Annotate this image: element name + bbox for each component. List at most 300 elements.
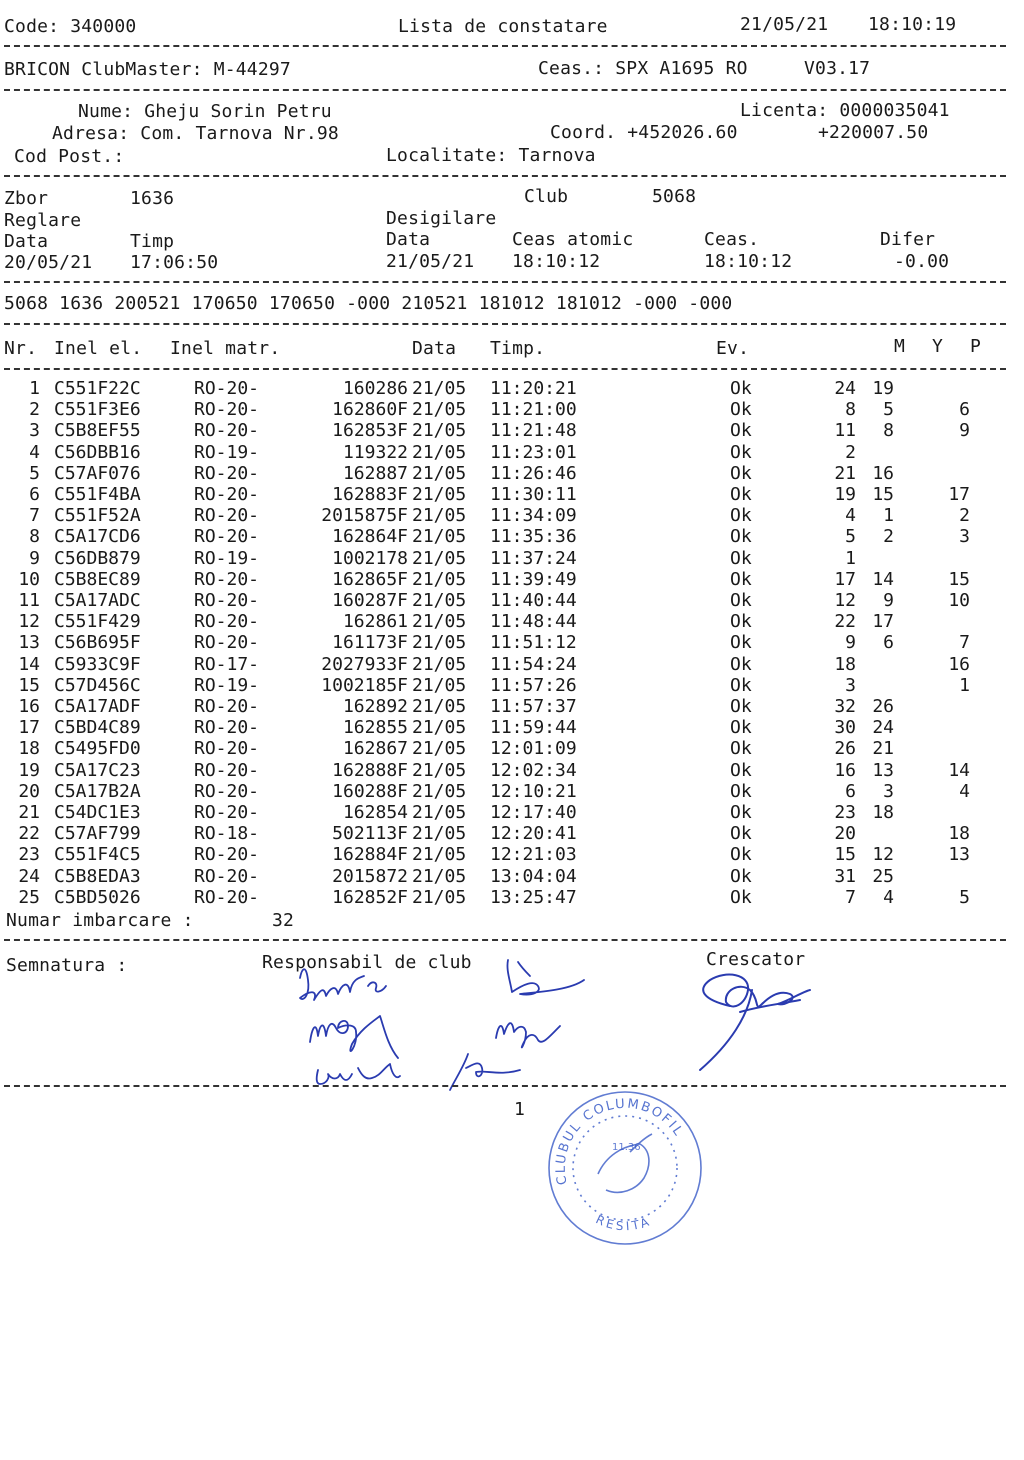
rank-y: 26 <box>872 696 894 717</box>
ring-prefix: RO-20- <box>194 462 260 484</box>
electronic-ring: C57AF076 <box>54 462 141 484</box>
rank-y: 3 <box>883 780 894 802</box>
flight-label: Zbor <box>4 188 49 209</box>
rank-m: 19 <box>834 484 856 505</box>
row-number: 3 <box>29 420 40 442</box>
rank-m: 6 <box>845 780 856 802</box>
ring-prefix: RO-20- <box>194 568 260 590</box>
rank-p: 7 <box>959 632 970 654</box>
ring-number: 162861 <box>342 611 408 633</box>
reglare-label: Reglare <box>4 210 82 231</box>
clock-label: Ceas. <box>704 229 760 250</box>
ring-prefix: RO-20- <box>194 611 260 633</box>
arrival-time: 11:34:09 <box>490 505 577 527</box>
ring-prefix: RO-20- <box>194 738 260 760</box>
difference-label: Difer <box>880 229 936 250</box>
arrival-date: 21/05 <box>412 505 467 527</box>
ring-prefix: RO-20- <box>194 696 260 717</box>
row-number: 23 <box>18 844 40 866</box>
atomic-time: 18:10:12 <box>512 251 601 272</box>
col-m: M <box>894 336 906 357</box>
electronic-ring: C5A17C23 <box>54 759 141 781</box>
event-status: Ok <box>730 441 752 463</box>
embarkation-count: 32 <box>272 910 295 931</box>
ring-prefix: RO-20- <box>194 865 260 887</box>
event-status: Ok <box>730 823 752 845</box>
ring-number: 162852F <box>332 886 408 908</box>
arrival-time: 12:10:21 <box>490 780 577 802</box>
rank-y: 9 <box>883 590 894 611</box>
ring-prefix: RO-20- <box>194 590 260 611</box>
arrival-date: 21/05 <box>412 759 467 781</box>
electronic-ring: C5BD4C89 <box>54 717 141 739</box>
atomic-clock-label: Ceas atomic <box>512 229 634 250</box>
ring-number: 1002185F <box>321 674 408 696</box>
arrival-date: 21/05 <box>412 632 467 654</box>
row-number: 2 <box>29 399 40 421</box>
ring-number: 162860F <box>332 399 408 421</box>
electronic-ring: C5A17CD6 <box>54 526 141 548</box>
ring-number: 162867 <box>342 738 408 760</box>
arrival-date: 21/05 <box>412 590 467 611</box>
row-number: 9 <box>29 547 40 569</box>
signature-label: Semnatura : <box>6 955 128 976</box>
table-row <box>0 738 1024 759</box>
rank-m: 4 <box>845 505 856 527</box>
reglare-time: 17:06:50 <box>130 252 219 273</box>
table-row <box>0 463 1024 484</box>
arrival-time: 11:59:44 <box>490 717 577 739</box>
row-number: 22 <box>18 823 40 845</box>
rank-m: 16 <box>834 759 856 781</box>
electronic-ring: C5BD5026 <box>54 886 141 908</box>
arrival-time: 12:17:40 <box>490 802 577 823</box>
form-code: Code: 340000 <box>4 16 137 37</box>
event-status: Ok <box>730 590 752 611</box>
rank-m: 9 <box>845 632 856 654</box>
row-number: 10 <box>18 568 40 590</box>
electronic-ring: C551F3E6 <box>54 399 141 421</box>
divider <box>4 175 1006 177</box>
row-number: 8 <box>29 526 40 548</box>
row-number: 17 <box>18 717 40 739</box>
arrival-date: 21/05 <box>412 780 467 802</box>
electronic-ring: C5B8EDA3 <box>54 865 141 887</box>
arrival-date: 21/05 <box>412 696 467 717</box>
arrival-time: 11:37:24 <box>490 547 577 569</box>
club-stamp <box>540 1086 710 1246</box>
row-number: 20 <box>18 780 40 802</box>
rank-y: 25 <box>872 865 894 887</box>
stamp-text-bottom: RESITA <box>593 1212 654 1234</box>
arrival-time: 11:35:36 <box>490 526 577 548</box>
arrival-date: 21/05 <box>412 886 467 908</box>
table-row <box>0 654 1024 675</box>
row-number: 1 <box>29 378 40 399</box>
rank-p: 3 <box>959 526 970 548</box>
ring-number: 162853F <box>332 420 408 442</box>
event-status: Ok <box>730 484 752 505</box>
rank-m: 18 <box>834 653 856 675</box>
ring-prefix: RO-19- <box>194 441 260 463</box>
arrival-date: 21/05 <box>412 526 467 548</box>
table-row <box>0 611 1024 632</box>
owner-license: Licenta: 0000035041 <box>740 100 950 121</box>
rank-y: 21 <box>872 738 894 760</box>
rank-p: 17 <box>948 484 970 505</box>
event-status: Ok <box>730 547 752 569</box>
event-status: Ok <box>730 886 752 908</box>
event-status: Ok <box>730 611 752 633</box>
electronic-ring: C56B695F <box>54 632 141 654</box>
rank-m: 21 <box>834 462 856 484</box>
electronic-ring: C5B8EF55 <box>54 420 141 442</box>
row-number: 21 <box>18 802 40 823</box>
table-row <box>0 823 1024 844</box>
arrival-time: 11:39:49 <box>490 568 577 590</box>
electronic-ring: C5933C9F <box>54 653 141 675</box>
ring-number: 2015872 <box>332 865 408 887</box>
table-row <box>0 866 1024 887</box>
row-number: 24 <box>18 865 40 887</box>
electronic-ring: C5A17ADC <box>54 590 141 611</box>
arrival-time: 11:57:37 <box>490 696 577 717</box>
rank-m: 24 <box>834 378 856 399</box>
rank-p: 16 <box>948 653 970 675</box>
rank-m: 15 <box>834 844 856 866</box>
electronic-ring: C54DC1E3 <box>54 802 141 823</box>
rank-y: 19 <box>872 378 894 399</box>
electronic-ring: C551F22C <box>54 378 141 399</box>
clubmaster-id: BRICON ClubMaster: M-44297 <box>4 59 291 80</box>
embarkation-label: Numar imbarcare : <box>6 910 194 931</box>
desigilare-date-label: Data <box>386 229 431 250</box>
electronic-ring: C5B8EC89 <box>54 568 141 590</box>
col-data: Data <box>412 338 457 359</box>
rank-y: 1 <box>883 505 894 527</box>
ring-number: 502113F <box>332 823 408 845</box>
arrival-time: 12:01:09 <box>490 738 577 760</box>
arrival-date: 21/05 <box>412 484 467 505</box>
rank-p: 1 <box>959 674 970 696</box>
arrival-date: 21/05 <box>412 717 467 739</box>
electronic-ring: C57AF799 <box>54 823 141 845</box>
arrival-date: 21/05 <box>412 823 467 845</box>
club-number: 5068 <box>652 186 697 207</box>
ring-number: 162865F <box>332 568 408 590</box>
col-y: Y <box>932 336 944 357</box>
owner-address: Adresa: Com. Tarnova Nr.98 <box>52 123 339 144</box>
row-number: 15 <box>18 674 40 696</box>
ring-number: 162887 <box>342 462 408 484</box>
divider <box>4 368 1006 370</box>
form-title: Lista de constatare <box>398 16 608 37</box>
rank-y: 6 <box>883 632 894 654</box>
arrival-date: 21/05 <box>412 844 467 866</box>
rank-y: 15 <box>872 484 894 505</box>
event-status: Ok <box>730 526 752 548</box>
ring-prefix: RO-18- <box>194 823 260 845</box>
code-line: 5068 1636 200521 170650 170650 -000 210521 181012 181012 -000 -000 <box>4 293 733 314</box>
row-number: 5 <box>29 462 40 484</box>
row-number: 11 <box>18 590 40 611</box>
ring-prefix: RO-20- <box>194 844 260 866</box>
col-timp: Timp. <box>490 338 546 359</box>
divider <box>4 89 1006 91</box>
rank-y: 5 <box>883 399 894 421</box>
rank-m: 22 <box>834 611 856 633</box>
event-status: Ok <box>730 420 752 442</box>
stamp-text-top: CLUBUL COLUMBOFIL <box>553 1096 687 1187</box>
event-status: Ok <box>730 674 752 696</box>
arrival-date: 21/05 <box>412 802 467 823</box>
divider <box>4 939 1006 941</box>
ring-prefix: RO-20- <box>194 378 260 399</box>
arrival-time: 13:25:47 <box>490 886 577 908</box>
arrival-time: 11:54:24 <box>490 653 577 675</box>
ring-number: 162864F <box>332 526 408 548</box>
rank-y: 17 <box>872 611 894 633</box>
breeder-signature <box>690 960 820 1080</box>
ring-number: 162854 <box>342 802 408 823</box>
table-row <box>0 399 1024 420</box>
ring-prefix: RO-20- <box>194 484 260 505</box>
table-row <box>0 696 1024 717</box>
ring-prefix: RO-20- <box>194 717 260 739</box>
rank-y: 18 <box>872 802 894 823</box>
reglare-date-label: Data <box>4 231 49 252</box>
arrival-date: 21/05 <box>412 420 467 442</box>
arrival-date: 21/05 <box>412 441 467 463</box>
table-row <box>0 802 1024 823</box>
arrival-time: 11:26:46 <box>490 462 577 484</box>
rank-m: 8 <box>845 399 856 421</box>
table-row <box>0 505 1024 526</box>
arrival-date: 21/05 <box>412 865 467 887</box>
ring-prefix: RO-20- <box>194 759 260 781</box>
ring-number: 162892 <box>342 696 408 717</box>
rank-p: 14 <box>948 759 970 781</box>
rank-m: 30 <box>834 717 856 739</box>
svg-text:RESITA <box>594 1212 654 1233</box>
rank-p: 4 <box>959 780 970 802</box>
rank-p: 2 <box>959 505 970 527</box>
table-row <box>0 569 1024 590</box>
stamp-center-number: 11.36 <box>612 1142 641 1153</box>
table-row <box>0 632 1024 653</box>
ring-prefix: RO-19- <box>194 547 260 569</box>
table-row <box>0 844 1024 865</box>
electronic-ring: C551F52A <box>54 505 141 527</box>
arrival-date: 21/05 <box>412 378 467 399</box>
arrival-date: 21/05 <box>412 611 467 633</box>
rank-m: 31 <box>834 865 856 887</box>
electronic-ring: C56DB879 <box>54 547 141 569</box>
rank-p: 9 <box>959 420 970 442</box>
event-status: Ok <box>730 653 752 675</box>
rank-m: 5 <box>845 526 856 548</box>
divider <box>4 281 1006 283</box>
print-date: 21/05/21 <box>740 14 829 35</box>
ring-prefix: RO-20- <box>194 505 260 527</box>
rank-m: 12 <box>834 590 856 611</box>
table-row <box>0 760 1024 781</box>
event-status: Ok <box>730 717 752 739</box>
arrival-date: 21/05 <box>412 547 467 569</box>
rank-y: 13 <box>872 759 894 781</box>
table-row <box>0 442 1024 463</box>
arrival-time: 12:20:41 <box>490 823 577 845</box>
arrival-date: 21/05 <box>412 674 467 696</box>
owner-coordinates-2: +220007.50 <box>818 122 929 143</box>
ring-number: 161173F <box>332 632 408 654</box>
electronic-ring: C57D456C <box>54 674 141 696</box>
table-row <box>0 717 1024 738</box>
ring-prefix: RO-20- <box>194 632 260 654</box>
electronic-ring: C551F4BA <box>54 484 141 505</box>
table-row <box>0 484 1024 505</box>
rank-p: 18 <box>948 823 970 845</box>
rank-m: 23 <box>834 802 856 823</box>
rank-m: 1 <box>845 547 856 569</box>
owner-name: Nume: Gheju Sorin Petru <box>78 101 332 122</box>
arrival-time: 13:04:04 <box>490 865 577 887</box>
ring-number: 160286 <box>342 378 408 399</box>
col-p: P <box>970 336 982 357</box>
col-nr: Nr. <box>4 338 38 359</box>
desigilare-label: Desigilare <box>386 208 497 229</box>
rank-y: 4 <box>883 886 894 908</box>
row-number: 6 <box>29 484 40 505</box>
arrival-date: 21/05 <box>412 738 467 760</box>
electronic-ring: C5495FD0 <box>54 738 141 760</box>
page-number: 1 <box>514 1099 526 1120</box>
ring-prefix: RO-20- <box>194 526 260 548</box>
rank-m: 17 <box>834 568 856 590</box>
event-status: Ok <box>730 568 752 590</box>
arrival-time: 11:51:12 <box>490 632 577 654</box>
arrival-time: 11:21:48 <box>490 420 577 442</box>
ring-number: 119322 <box>342 441 408 463</box>
row-number: 7 <box>29 505 40 527</box>
clock-id: Ceas.: SPX A1695 RO <box>538 58 748 79</box>
rank-y: 14 <box>872 568 894 590</box>
club-signatures <box>280 950 600 1100</box>
rank-p: 10 <box>948 590 970 611</box>
ring-prefix: RO-20- <box>194 399 260 421</box>
table-row <box>0 548 1024 569</box>
ring-number: 162883F <box>332 484 408 505</box>
rank-y: 12 <box>872 844 894 866</box>
rank-y: 16 <box>872 462 894 484</box>
event-status: Ok <box>730 399 752 421</box>
rank-m: 11 <box>834 420 856 442</box>
ring-number: 2027933F <box>321 653 408 675</box>
row-number: 13 <box>18 632 40 654</box>
table-row <box>0 781 1024 802</box>
rank-m: 2 <box>845 441 856 463</box>
event-status: Ok <box>730 802 752 823</box>
divider <box>4 45 1006 47</box>
event-status: Ok <box>730 844 752 866</box>
rank-p: 5 <box>959 886 970 908</box>
ring-number: 160287F <box>332 590 408 611</box>
rank-p: 6 <box>959 399 970 421</box>
row-number: 18 <box>18 738 40 760</box>
desigilare-date: 21/05/21 <box>386 251 475 272</box>
owner-locality: Localitate: Tarnova <box>386 145 596 166</box>
ring-number: 2015875F <box>321 505 408 527</box>
ring-number: 162884F <box>332 844 408 866</box>
rank-y: 2 <box>883 526 894 548</box>
rank-p: 15 <box>948 568 970 590</box>
divider <box>4 1085 1006 1087</box>
ring-prefix: RO-20- <box>194 802 260 823</box>
table-row <box>0 887 1024 908</box>
event-status: Ok <box>730 865 752 887</box>
rank-p: 13 <box>948 844 970 866</box>
row-number: 19 <box>18 759 40 781</box>
row-number: 12 <box>18 611 40 633</box>
col-ev: Ev. <box>716 338 750 359</box>
ring-prefix: RO-19- <box>194 674 260 696</box>
ring-number: 162888F <box>332 759 408 781</box>
arrival-date: 21/05 <box>412 653 467 675</box>
event-status: Ok <box>730 462 752 484</box>
clock-time: 18:10:12 <box>704 251 793 272</box>
ring-number: 160288F <box>332 780 408 802</box>
event-status: Ok <box>730 378 752 399</box>
arrival-date: 21/05 <box>412 399 467 421</box>
arrival-date: 21/05 <box>412 568 467 590</box>
print-time: 18:10:19 <box>868 14 957 35</box>
arrival-time: 11:20:21 <box>490 378 577 399</box>
rank-y: 24 <box>872 717 894 739</box>
ring-prefix: RO-20- <box>194 886 260 908</box>
owner-postcode: Cod Post.: <box>14 146 125 167</box>
ring-prefix: RO-20- <box>194 420 260 442</box>
breeder-label: Crescator <box>706 949 806 970</box>
arrival-time: 11:57:26 <box>490 674 577 696</box>
arrival-time: 12:02:34 <box>490 759 577 781</box>
rank-m: 26 <box>834 738 856 760</box>
col-inel-matr: Inel matr. <box>170 338 281 359</box>
electronic-ring: C551F429 <box>54 611 141 633</box>
electronic-ring: C5A17ADF <box>54 696 141 717</box>
event-status: Ok <box>730 759 752 781</box>
row-number: 25 <box>18 886 40 908</box>
event-status: Ok <box>730 780 752 802</box>
arrival-time: 11:23:01 <box>490 441 577 463</box>
electronic-ring: C56DBB16 <box>54 441 141 463</box>
row-number: 16 <box>18 696 40 717</box>
club-label: Club <box>524 186 569 207</box>
version: V03.17 <box>804 58 871 79</box>
rank-m: 3 <box>845 674 856 696</box>
arrival-time: 12:21:03 <box>490 844 577 866</box>
rank-m: 7 <box>845 886 856 908</box>
ring-prefix: RO-17- <box>194 653 260 675</box>
arrival-time: 11:48:44 <box>490 611 577 633</box>
reglare-date: 20/05/21 <box>4 252 93 273</box>
table-row <box>0 675 1024 696</box>
col-inel-el: Inel el. <box>54 338 143 359</box>
row-number: 4 <box>29 441 40 463</box>
arrival-time: 11:30:11 <box>490 484 577 505</box>
electronic-ring: C551F4C5 <box>54 844 141 866</box>
table-row <box>0 420 1024 441</box>
rank-y: 8 <box>883 420 894 442</box>
